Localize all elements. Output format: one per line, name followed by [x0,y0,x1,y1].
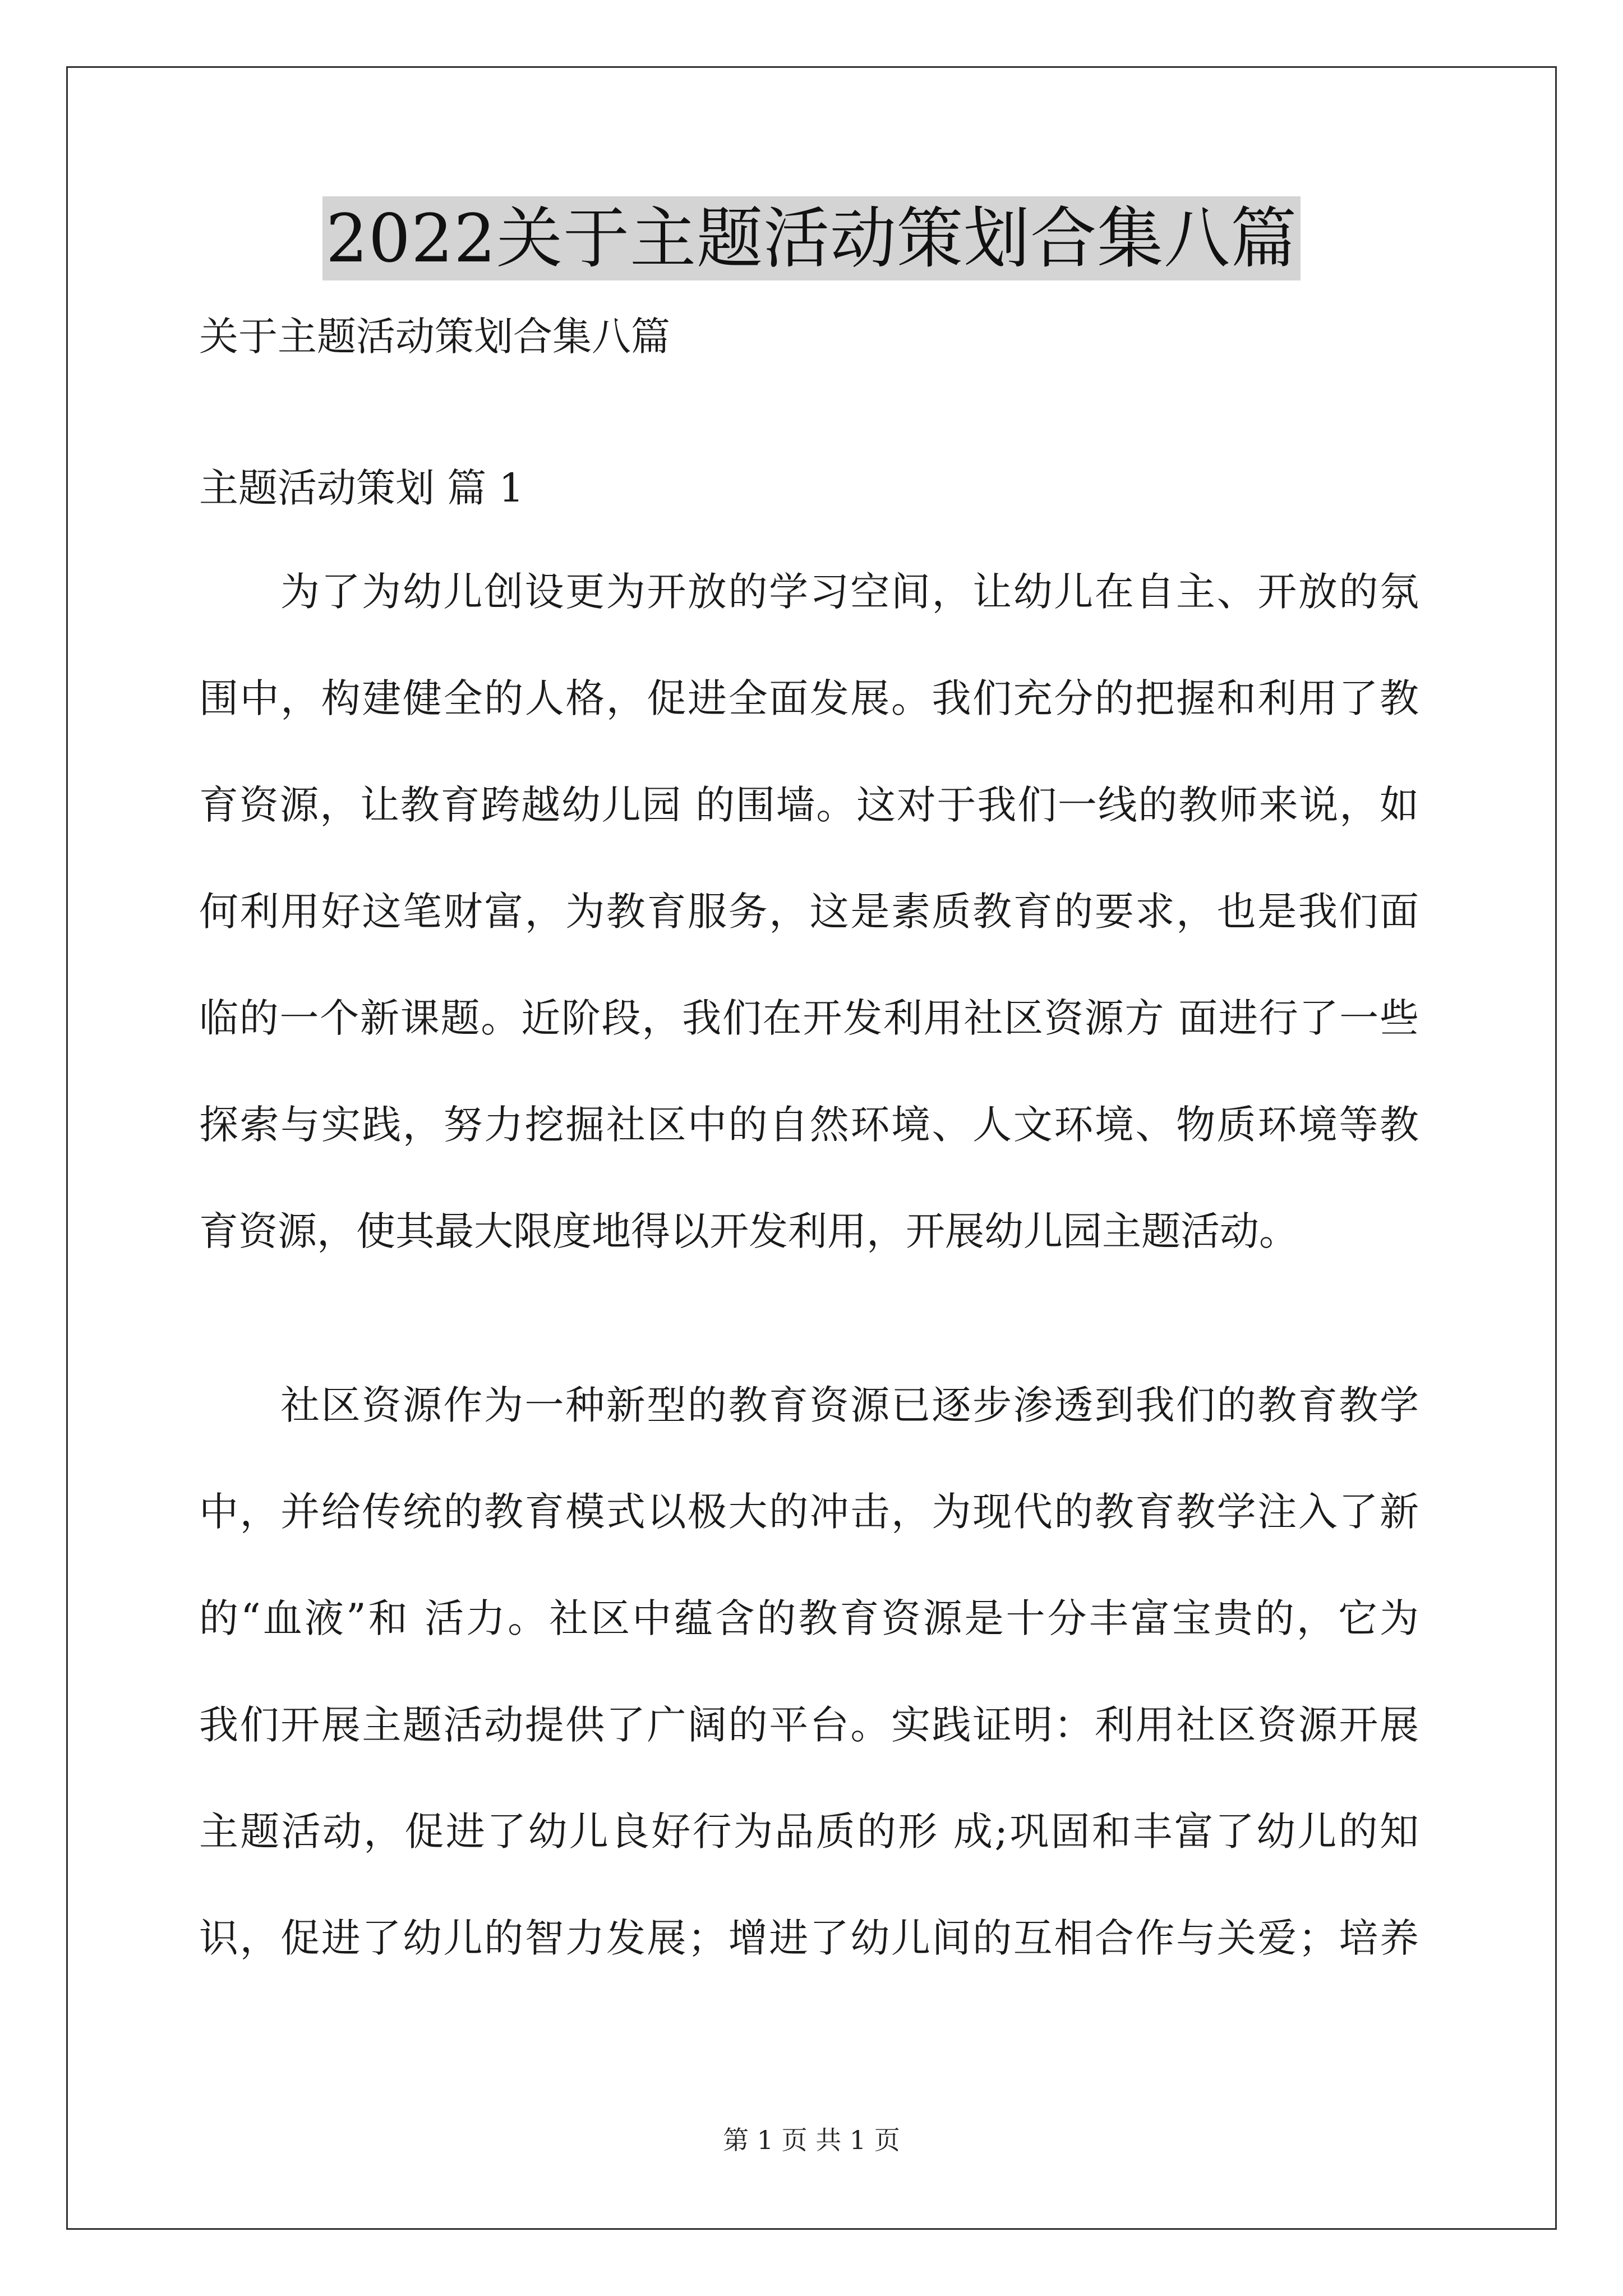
paragraph-line: 育资源，让教育跨越幼儿园 的围墙。这对于我们一线的教师来说，如 [199,782,1419,828]
paragraph-line: 围中，构建健全的人格，促进全面发展。我们充分的把握和利用了教 [199,675,1419,721]
document-title: 2022关于主题活动策划合集八篇 [322,196,1301,280]
paragraph-line: 探索与实践，努力挖掘社区中的自然环境、人文环境、物质环境等教 [199,1102,1419,1148]
paragraph-line: 临的一个新课题。近阶段，我们在开发利用社区资源方 面进行了一些 [199,995,1419,1041]
paragraph-line: 主题活动，促进了幼儿良好行为品质的形 成;巩固和丰富了幼儿的知 [199,1809,1419,1855]
paragraph-line: 社区资源作为一种新型的教育资源已逐步渗透到我们的教育教学 [280,1382,1419,1428]
paragraph-line: 为了为幼儿创设更为开放的学习空间，让幼儿在自主、开放的氛 [280,569,1419,615]
paragraph-line: 的“血液”和 活力。社区中蕴含的教育资源是十分丰富宝贵的，它为 [199,1595,1419,1641]
paragraph-line: 中，并给传统的教育模式以极大的冲击，为现代的教育教学注入了新 [199,1489,1419,1535]
paragraph-line: 我们开展主题活动提供了广阔的平台。实践证明：利用社区资源开展 [199,1702,1419,1748]
section-heading: 主题活动策划 篇 1 [199,465,524,511]
title-container [0,196,1623,280]
paragraph-line: 育资源，使其最大限度地得以开发利用，开展幼儿园主题活动。 [199,1208,1298,1254]
paragraph-line: 何利用好这笔财富，为教育服务，这是素质教育的要求，也是我们面 [199,889,1419,935]
paragraph-line: 识，促进了幼儿的智力发展；增进了幼儿间的互相合作与关爱；培养 [199,1915,1419,1961]
document-subtitle: 关于主题活动策划合集八篇 [199,314,670,360]
page-footer: 第 1 页 共 1 页 [723,2125,900,2155]
